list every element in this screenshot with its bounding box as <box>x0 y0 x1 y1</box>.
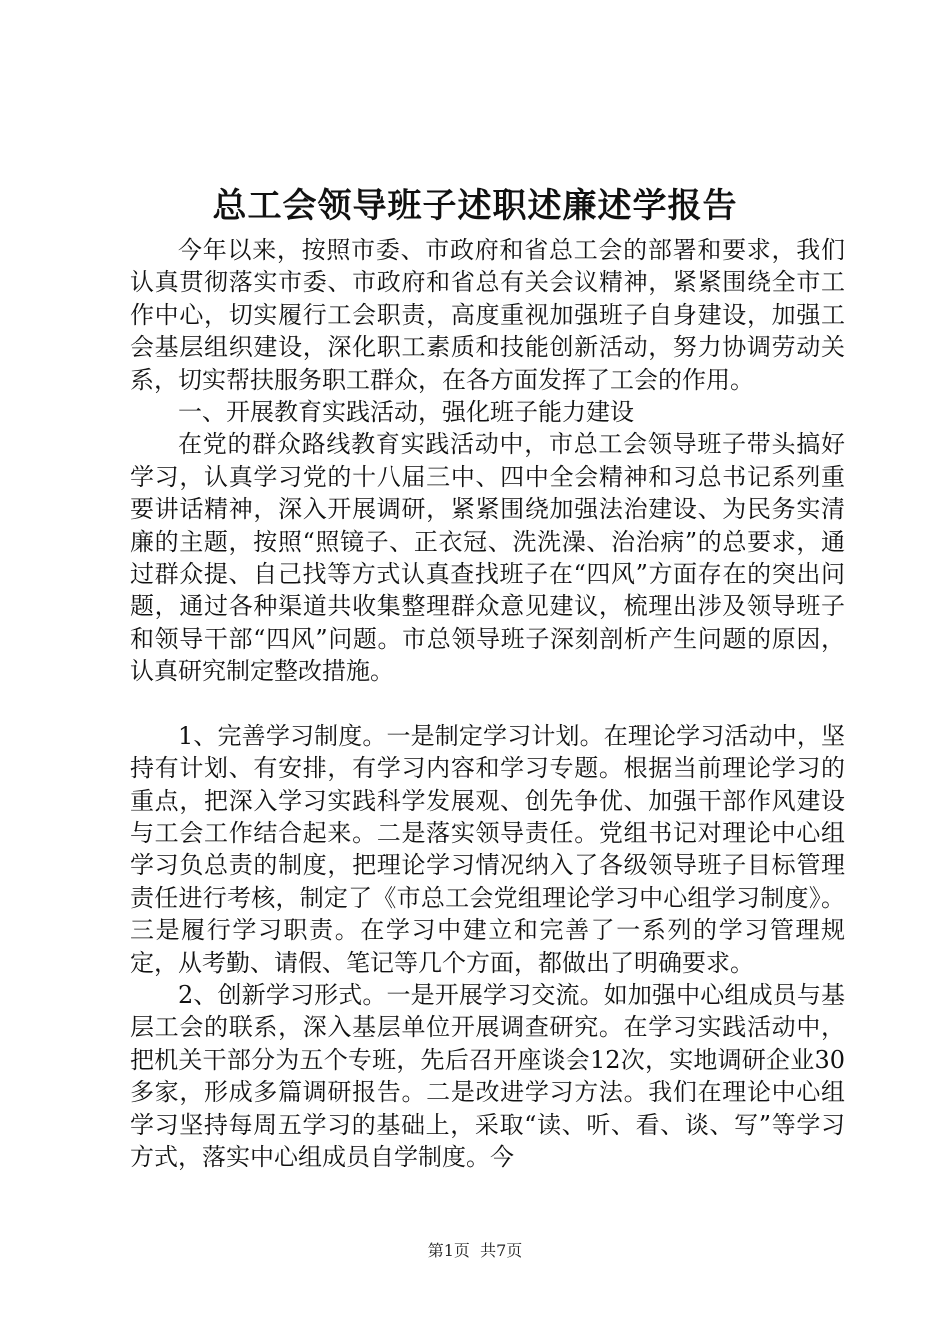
page-footer <box>0 1240 950 1262</box>
document-body <box>130 234 845 1173</box>
page-number: 第1页 共7页 <box>427 1241 523 1260</box>
paragraph-intro: 今年以来，按照市委、市政府和省总工会的部署和要求，我们认真贯彻落实市委、市政府和省总有关会议精神，紧紧围绕全市工作中心，切实履行工会职责，高度重视加强班子自身建设，加强工会基层组织建设，深化职工素质和技能创新活动，努力协调劳动关系，切实帮扶服务职工群众，在各方面发挥了工会的作用。 <box>130 236 845 394</box>
document-title: 总工会领导班子述职述廉述学报告 <box>212 186 738 226</box>
paragraph-section-1: 在党的群众路线教育实践活动中，市总工会领导班子带头搞好学习，认真学习党的十八届三中、四中全会精神和习总书记系列重要讲话精神，深入开展调研，紧紧围绕加强法治建设、为民务实清廉的主题，按照“照镜子、正衣冠、洗洗澡、治治病”的总要求，通过群众提、自己找等方式认真查找班子在“四风”方面存在的突出问题，通过各种渠道共收集整理群众意见建议，梳理出涉及领导班子和领导干部“四风”问题。市总领导班子深刻剖析产生问题的原因，认真研究制定整改措施。 <box>130 430 845 686</box>
paragraph-item-1: 1、完善学习制度。一是制定学习计划。在理论学习活动中，坚持有计划、有安排，有学习内容和学习专题。根据当前理论学习的重点，把深入学习实践科学发展观、创先争优、加强干部作风建设与工会工作结合起来。二是落实领导责任。党组书记对理论中心组学习负总责的制度，把理论学习情况纳入了各级领导班子目标管理责任进行考核，制定了《市总工会党组理论学习中心组学习制度》。三是履行学习职责。在学习中建立和完善了一系列的学习管理规定，从考勤、请假、笔记等几个方面，都做出了明确要求。 <box>130 721 845 977</box>
paragraph-item-2: 2、创新学习形式。一是开展学习交流。如加强中心组成员与基层工会的联系，深入基层单位开展调查研究。在学习实践活动中，把机关干部分为五个专班，先后召开座谈会12次，实地调研企业30多家，形成多篇调研报告。二是改进学习方法。我们在理论中心组学习坚持每周五学习的基础上，采取“读、听、看、谈、写”等学习方式，落实中心组成员自学制度。今 <box>130 980 845 1171</box>
section-heading-1: 一、开展教育实践活动，强化班子能力建设 <box>178 398 634 427</box>
